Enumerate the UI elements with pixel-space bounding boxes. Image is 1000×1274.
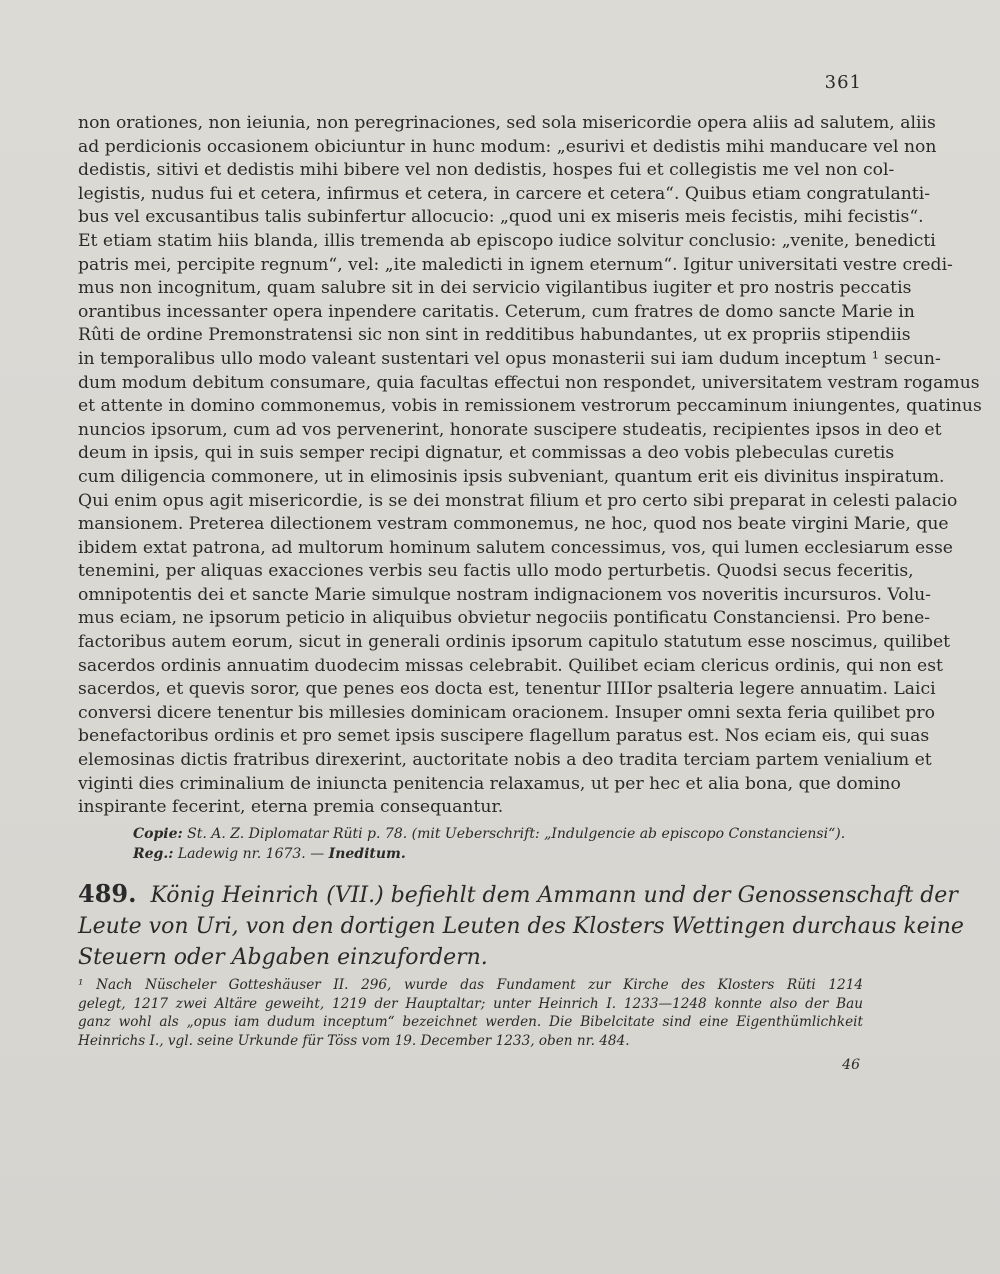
document-heading: [78, 878, 964, 973]
reg-ineditum: Ineditum.: [328, 846, 406, 862]
signature-mark: 46: [842, 1057, 860, 1073]
footnote-line: ¹ Nach Nüscheler Gotteshäuser II. 296, wurde das Fundament zur Kirche des Klosters Rüti 1214: [78, 977, 863, 993]
document-number: 489.: [78, 879, 137, 908]
body-line: mus non incognitum, quam salubre sit in dei servicio vigilantibus iugiter et pro nostris peccatis: [78, 278, 912, 299]
body-line: nuncios ipsorum, cum ad vos pervenerint, honorate suscipere studeatis, recipientes ipsos in deo et: [78, 419, 942, 440]
body-line: benefactoribus ordinis et pro semet ipsis suscipere flagellum paratus est. Nos eciam eis, qui suas: [78, 726, 930, 747]
body-line: orantibus incessanter opera inpendere caritatis. Ceterum, cum fratres de domo sancte Marie in: [78, 301, 915, 322]
body-line: mus eciam, ne ipsorum peticio in aliquibus obvietur negociis pontificatu Constanciensi. Pro bene-: [78, 608, 931, 629]
body-line: ad perdicionis occasionem obiciuntur in hunc modum: „esurivi et dedistis mihi manducare vel non: [78, 136, 937, 157]
source-copie: [133, 826, 873, 842]
body-line: ibidem extat patrona, ad multorum hominum salutem concessimus, vos, qui lumen ecclesiarum esse: [78, 537, 953, 558]
body-line: patris mei, percipite regnum“, vel: „ite maledicti in ignem eternum“. Igitur universitati vestre credi-: [78, 254, 953, 275]
source-reg: [133, 846, 873, 862]
body-line: cum diligencia commonere, ut in elimosinis ipsis subveniant, quantum erit eis divinitus inspiratum.: [78, 466, 945, 487]
footnote-line: ganz wohl als „opus iam dudum inceptum“ bezeichnet werden. Die Bibelcitate sind eine Eigenthümlichkeit: [78, 1014, 863, 1030]
body-line: Qui enim opus agit misericordie, is se dei monstrat filium et pro certo sibi preparat in celesti palacio: [78, 490, 958, 511]
body-line: factoribus autem eorum, sicut in generali ordinis ipsorum capitulo statutum esse noscimus, quilibet: [78, 632, 951, 653]
footnotes: [78, 976, 863, 1050]
body-line: tenemini, per aliquas exacciones verbis seu factis ullo modo perturbetis. Quodsi secus feceritis,: [78, 561, 914, 582]
body-line: legistis, nudus fui et cetera, infirmus et cetera, in carcere et cetera“. Quibus etiam congratulanti-: [78, 183, 931, 204]
body-line: dedistis, sitivi et dedistis mihi bibere vel non dedistis, hospes fui et collegistis me vel non col-: [78, 160, 895, 181]
copie-text: St. A. Z. Diplomatar Rüti p. 78. (mit Ueberschrift: „Indulgencie ab episcopo Constanciensi“).: [187, 826, 846, 842]
body-line: deum in ipsis, qui in suis semper recipi dignatur, et commissas a deo vobis plebeculas curetis: [78, 443, 895, 464]
reg-label: Reg.:: [133, 846, 174, 862]
body-line: conversi dicere tenentur bis millesies dominicam oracionem. Insuper omni sexta feria quilibet pro: [78, 702, 935, 723]
body-line: in temporalibus ullo modo valeant sustentari vel opus monasterii sui iam dudum inceptum ¹ secun-: [78, 348, 941, 369]
body-line: viginti dies criminalium de iniuncta penitencia relaxamus, ut per hec et alia bona, que domino: [78, 773, 901, 794]
body-line: mansionem. Preterea dilectionem vestram commonemus, ne hoc, quod nos beate virgini Marie, que: [78, 514, 949, 535]
body-line: sacerdos, et quevis soror, que penes eos docta est, tenentur IIIIor psalteria legere annuatim. Laici: [78, 679, 936, 700]
body-line: sacerdos ordinis annuatim duodecim missas celebrabit. Quilibet eciam clericus ordinis, qui non est: [78, 655, 943, 676]
body-line: omnipotentis dei et sancte Marie simulque nostram indignacionem vos noveritis incursuros. Volu-: [78, 584, 931, 605]
copie-label: Copie:: [133, 826, 183, 842]
footnote-line: Heinrichs I., vgl. seine Urkunde für Töss vom 19. December 1233, oben nr. 484.: [78, 1032, 630, 1049]
body-line: bus vel excusantibus talis subinfertur allocucio: „quod uni ex miseris meis fecistis, mihi fecistis“.: [78, 207, 924, 228]
body-line: et attente in domino commonemus, vobis in remissionem vestrorum peccaminum iniungentes, quatinus: [78, 396, 982, 417]
reg-text: Ladewig nr. 1673. —: [177, 846, 325, 862]
body-line: elemosinas dictis fratribus direxerint, auctoritate nobis a deo tradita terciam partem venialium et: [78, 750, 932, 771]
body-line: Et etiam statim hiis blanda, illis tremenda ab episcopo iudice solvitur conclusio: „venite, benedicti: [78, 230, 936, 251]
heading-line: Leute von Uri, von den dortigen Leuten des Klosters Wettingen durchaus keine: [78, 914, 964, 939]
body-line: dum modum debitum consumare, quia facultas effectui non respondet, universitatem vestram rogamus: [78, 372, 980, 393]
footnote-line: gelegt, 1217 zwei Altäre geweiht, 1219 der Hauptaltar; unter Heinrich I. 1233—1248 konnte also der Bau: [78, 995, 863, 1012]
heading-line: Steuern oder Abgaben einzufordern.: [78, 945, 488, 970]
page-number: 361: [824, 72, 862, 93]
body-text: [78, 112, 982, 820]
heading-line: [78, 878, 958, 911]
heading-text-1: König Heinrich (VII.) befiehlt dem Ammann und der Genossenschaft der: [150, 883, 958, 908]
body-line: non orationes, non ieiunia, non peregrinaciones, sed sola misericordie opera aliis ad salutem, aliis: [78, 113, 936, 133]
body-line: inspirante fecerint, eterna premia consequantur.: [78, 797, 504, 818]
body-line: Rûti de ordine Premonstratensi sic non sint in redditibus habundantes, ut ex propriis stipendiis: [78, 325, 911, 346]
